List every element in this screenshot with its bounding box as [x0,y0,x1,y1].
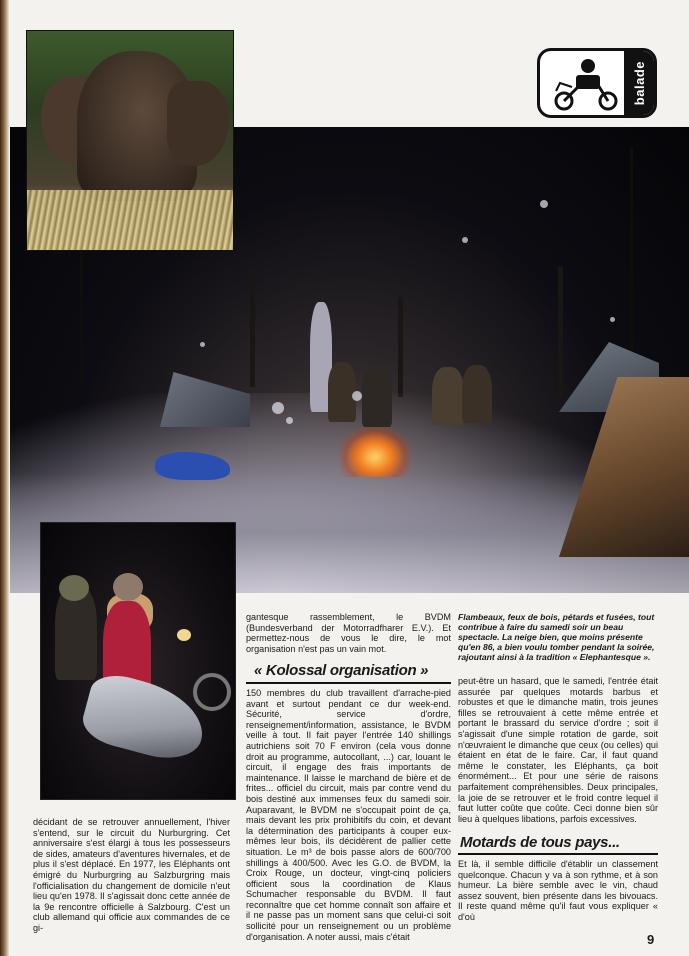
article-column-left [33,817,230,934]
heading-rule [458,853,658,855]
rubric-logo [537,48,657,118]
page-binding-edge [0,0,9,956]
motorcycle-icon [550,57,625,112]
sidecar-riders-photo [40,522,236,800]
logo-text: balade [631,60,647,106]
article-column-right-bottom [458,859,658,923]
photo-caption: Flambeaux, feux de bois, pétards et fusées, tout contribue à faire du samedi soir un beau spectacle. La neige bien, que moins présente qu'en 86, a bien voulu tomber pendant la soirée, rajoutant ainsi à la tradition « Elephantesque ». [458,612,655,662]
section-heading-motards: Motards de tous pays... [460,834,620,851]
elephant-photo [26,30,234,251]
section-heading-kolossal: « Kolossal organisation » [254,662,429,679]
page-number: 9 [647,932,655,947]
article-paragraph: 150 membres du club travaillent d'arrache-pied avant et surtout pendant ce dur week-end. Sécurité, service d'ordre, renseignement/information, assistance, le BVDM veille à tout. Il fait payer l'entrée 140 shillings autrichiens soit 70 F environ (cela vous donne droit au programme, autocollant, ...) car, louant le circuit, il engage des frais importants de maintenance. Il laisse le marchand de bière et de frites... officiel du circuit, mais par contre vend du bois destiné aux immenses feux du samedi soir. Auparavant, le BVDM ne s'occupait point de ça, mais devant les prix prohibitifs du coin, et devant la détermination des participants à couper eux-mêmes leur bois, ils décidèrent de pallier cette situation. Le m³ de bois passe alors de 600/700 shillings à 400/500. Avec les G.O. de BVDM, la Croix Rouge, un docteur, vingt-cinq policiers officient sous la coordination de Klaus Schumacher responsable du BVDM. Il faut reconnaître que cet homme connaît son affaire et il ne passe pas un moment sans que celui-ci soit sollicité pour un renseignement ou un problème d'organisation. A noter aussi, mais c'était [246,688,451,942]
article-paragraph: peut-être un hasard, que le samedi, l'entrée était assurée par quelques motards barbus et robustes et que le dimanche matin, trois jeunes filles se retrouvaient à cette même entrée et portant le brassard du service d'ordre ; soit il s'agissait d'une simple rotation de garde, soit n'œuvraient le dimanche que ceux (ou celles) qui étaient en état de le faire. Car, il faut quand même le constater, les Eléphants, ça boit énormément... Et pour une série de raisons parfaitement compréhensibles. Deux principales, la joie de se retrouver et le froid contre lequel il faut lutter coûte que coûte. Ceci donne bien sûr lieu à quelques libations, parfois excessives. [458,676,658,824]
heading-rule [246,682,451,684]
article-paragraph: gantesque rassemblement, le BVDM (Bundesverband der Motorradfharer E.V.). Et permettez-nous de vous le dire, le mot organisation n'est pas un vain mot. [246,612,451,654]
article-column-mid-top [246,612,451,654]
article-paragraph: Et là, il semble difficile d'établir un classement quelconque. Chacun y va à son rythme, et à son humeur. La bière semble avec le vin, chaud assez souvent, bien présente dans les bivouacs. Il reste quand même qu'il faut vous expliquer « d'où [458,859,658,922]
article-column-mid [246,688,451,942]
article-paragraph: décidant de se retrouver annuellement, l'hiver s'entend, sur le circuit du Nurburgring. Cet anniversaire s'est élargi à tous les possesseurs de sides, amateurs d'aventures hivernales, et de plus il s'est déplacé. En 1977, les Eléphants ont émigré du Nurburgring au Salzburgring mais l'officialisation du changement de domicile n'eut lieu qu'en 1978. Il s'agissait donc cette année de la 9e rencontre officielle à Salzbourg. C'est un club allemand qui officie aux commandes de ce gi- [33,817,230,933]
article-column-right [458,676,658,824]
